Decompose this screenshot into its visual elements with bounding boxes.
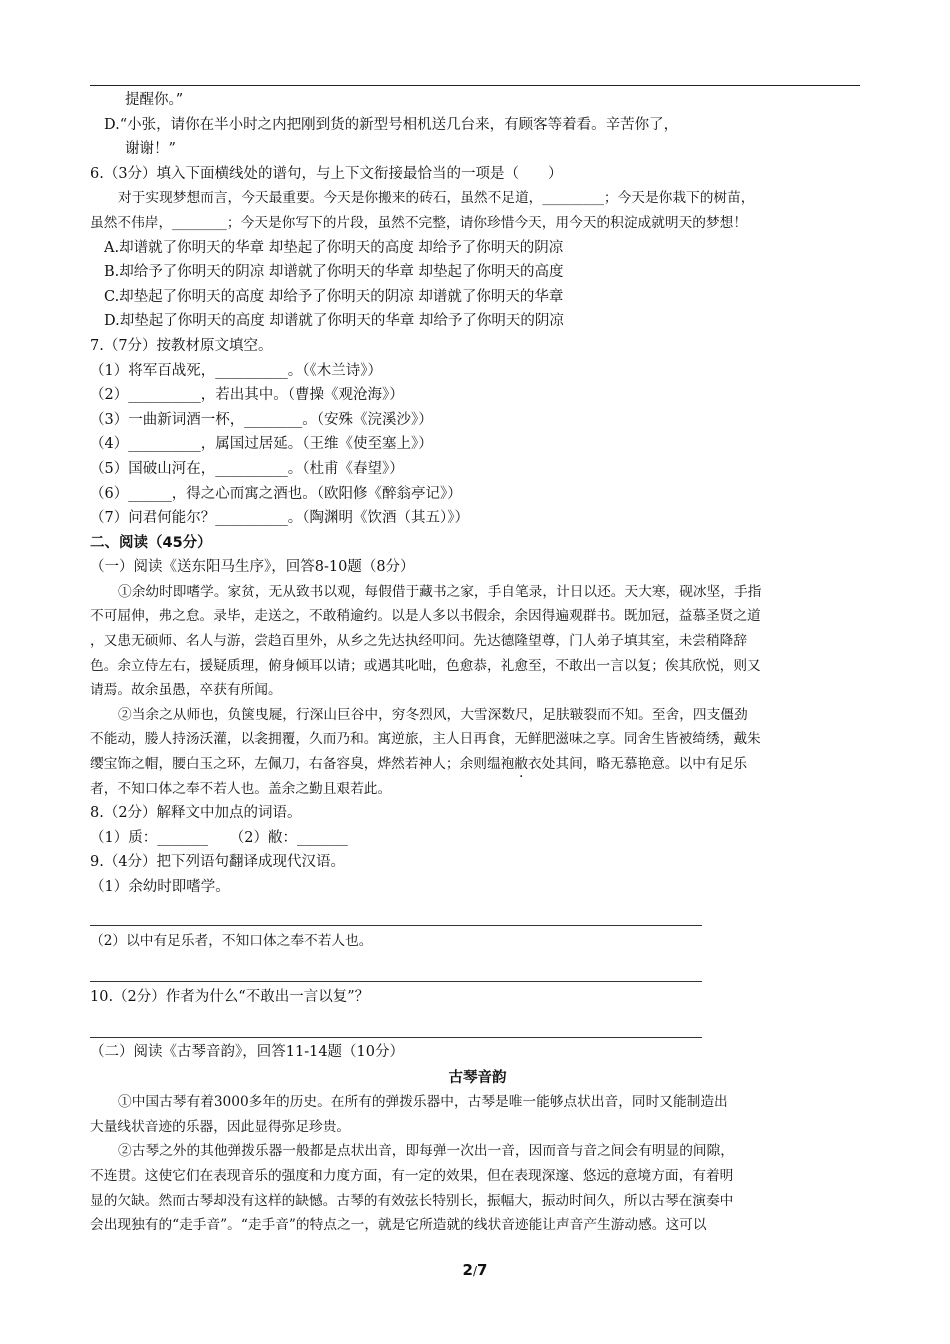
passage-paragraph-2 bbox=[90, 703, 865, 801]
q6-option-c: C.却垫起了你明天的高度 却给予了你明天的阴凉 却谱就了你明天的华章 bbox=[104, 288, 564, 305]
passage-line: 者，不知口体之奉不若人也。盖余之勤且艰若此。 bbox=[90, 780, 392, 797]
q7-stem: 7.（7分）按教材原文填空。 bbox=[90, 337, 273, 354]
q6-option-b: B.却给予了你明天的阴凉 却谱就了你明天的华章 却垫起了你明天的高度 bbox=[104, 264, 564, 281]
q9-stem: 9.（4分）把下列语句翻译成现代汉语。 bbox=[90, 854, 346, 871]
article-line: ①中国古琴有着3000多年的历史。在所有的弹拨乐器中，古琴是唯一能够点状出音，同时又能制造出 bbox=[118, 1094, 728, 1111]
article-paragraph-1 bbox=[90, 1090, 865, 1139]
q7-item: （5）国破山河在，__________。（杜甫《春望》） bbox=[90, 460, 404, 477]
q7-item: （2）__________，若出其中。（曹操《观沧海》） bbox=[90, 387, 404, 404]
q6-stem: 6.（3分）填入下面横线处的谱句，与上下文衔接最恰当的一项是（ ） bbox=[90, 165, 563, 182]
q5-option-d: D.“小张，请你在半小时之内把刚到货的新型号相机送几台来，有顾客等着看。辛苦你了， bbox=[104, 116, 679, 133]
article-line: ②古琴之外的其他弹拨乐器一般都是点状出音，即每弹一次出一音，因而音与音之间会有明显的间隙， bbox=[118, 1143, 734, 1160]
part2-intro: （二）阅读《古琴音韵》，回答11-14题（10分） bbox=[90, 1043, 404, 1060]
q10-stem: 10.（2分）作者为什么“不敢出一言以复”？ bbox=[90, 988, 370, 1005]
section-title: 二、阅读（45分） bbox=[90, 534, 212, 551]
q5-option-c-tail: 提醒你。” bbox=[125, 92, 184, 108]
passage-line: 请焉。故余虽愚，卒获有所闻。 bbox=[90, 682, 282, 699]
q6-option-d: D.却垫起了你明天的高度 却谱就了你明天的华章 却给予了你明天的阴凉 bbox=[104, 313, 564, 330]
dotted-word: 敝 bbox=[514, 756, 529, 773]
article-line: 不连贯。这使它们在表现音乐的强度和力度方面，有一定的效果，但在表现深邃、悠远的意境方面，有着明 bbox=[90, 1167, 734, 1184]
passage-paragraph-1 bbox=[90, 580, 865, 703]
q5-option-d-tail: 谢谢！” bbox=[125, 141, 176, 158]
q7-item: （1）将军百战死，__________。（《木兰诗》） bbox=[90, 362, 382, 379]
q6-text: 对于实现梦想而言，今天最重要。今天是你搬来的砖石，虽然不足道，_________；今天是你栽下的树苗， bbox=[118, 190, 755, 207]
page-number bbox=[0, 1261, 950, 1279]
answer-line[interactable] bbox=[90, 900, 702, 926]
page-current: 2 bbox=[462, 1261, 473, 1279]
passage-line: 不能动，媵人持汤沃灌，以衾拥覆，久而乃和。寓逆旅，主人日再食，无鲜肥滋味之享。同舍生皆被绮绣，戴朱 bbox=[90, 731, 761, 748]
q9-item-1: （1）余幼时即嗜学。 bbox=[90, 879, 230, 895]
q6-text: 虽然不伟岸，________；今天是你写下的片段，虽然不完整，请你珍惜今天，用今天的积淀成就明天的梦想！ bbox=[90, 214, 748, 231]
article-title: 古琴音韵 bbox=[448, 1068, 507, 1086]
passage-text: 衣处其间，略无慕艳意。以中有足乐 bbox=[528, 756, 748, 773]
passage-line: 色。余立侍左右，援疑质理，俯身倾耳以请；或遇其叱咄，色愈恭，礼愈至，不敢出一言以复；俟其欣悦，则又 bbox=[90, 657, 761, 674]
q6-option-a: A.却谱就了你明天的华章 却垫起了你明天的高度 却给予了你明天的阴凉 bbox=[104, 239, 564, 256]
passage-line: ①余幼时即嗜学。家贫，无从致书以观，每假借于藏书之家，手自笔录，计日以还。天大寒，砚冰坚，手指 bbox=[118, 583, 762, 600]
q8-items: （1）质：_______ （2）敝：_______ bbox=[90, 829, 348, 846]
page-content bbox=[90, 88, 865, 1238]
q7-item: （7）问君何能尔？__________。（陶渊明《饮酒（其五）》） bbox=[90, 510, 469, 527]
page-total: 7 bbox=[477, 1261, 488, 1279]
header-rule bbox=[90, 85, 860, 86]
article-line: 会出现独有的“走手音”。“走手音”的特点之一，就是它所造就的线状音迹能让声音产生游动感。这可以 bbox=[90, 1217, 707, 1234]
article-paragraph-2 bbox=[90, 1139, 865, 1237]
passage-line: ②当余之从师也，负箧曳屣，行深山巨谷中，穷冬烈风，大雪深数尺，足肤皲裂而不知。至舍，四支僵劲 bbox=[118, 706, 748, 723]
passage-line bbox=[90, 752, 865, 777]
q7-item: （6）______，得之心而寓之酒也。（欧阳修《醉翁亭记》） bbox=[90, 485, 462, 502]
part1-intro: （一）阅读《送东阳马生序》，回答8-10题（8分） bbox=[90, 559, 415, 576]
passage-line: ，又患无硕师、名人与游，尝趋百里外，从乡之先达执经叩问。先达德隆望尊，门人弟子填其室，未尝稍降辞 bbox=[90, 633, 748, 650]
q7-item: （4）__________，属国过居延。（王维《使至塞上》） bbox=[90, 436, 433, 453]
article-line: 大量线状音迹的乐器，因此显得弥足珍贵。 bbox=[90, 1118, 351, 1135]
q7-item: （3）一曲新词酒一杯，________。（安殊《浣溪沙》） bbox=[90, 411, 433, 428]
article-line: 显的欠缺。然而古琴却没有这样的缺憾。古琴的有效弦长特别长，振幅大，振动时间久，所以古琴在演奏中 bbox=[90, 1192, 734, 1209]
page-separator: / bbox=[472, 1264, 478, 1278]
passage-text: 缨宝饰之帽，腰白玉之环，左佩刀，右备容臭，烨然若神人；余则缊袍 bbox=[90, 756, 515, 773]
answer-line[interactable] bbox=[90, 1012, 702, 1038]
answer-line[interactable] bbox=[90, 956, 702, 982]
q8-stem: 8.（2分）解释文中加点的词语。 bbox=[90, 805, 302, 822]
q9-item-2: （2）以中有足乐者，不知口体之奉不若人也。 bbox=[90, 932, 373, 949]
passage-line: 不可屈伸，弗之怠。录毕，走送之，不敢稍逾约。以是人多以书假余，余因得遍观群书。既加冠，益慕圣贤之道 bbox=[90, 608, 761, 625]
